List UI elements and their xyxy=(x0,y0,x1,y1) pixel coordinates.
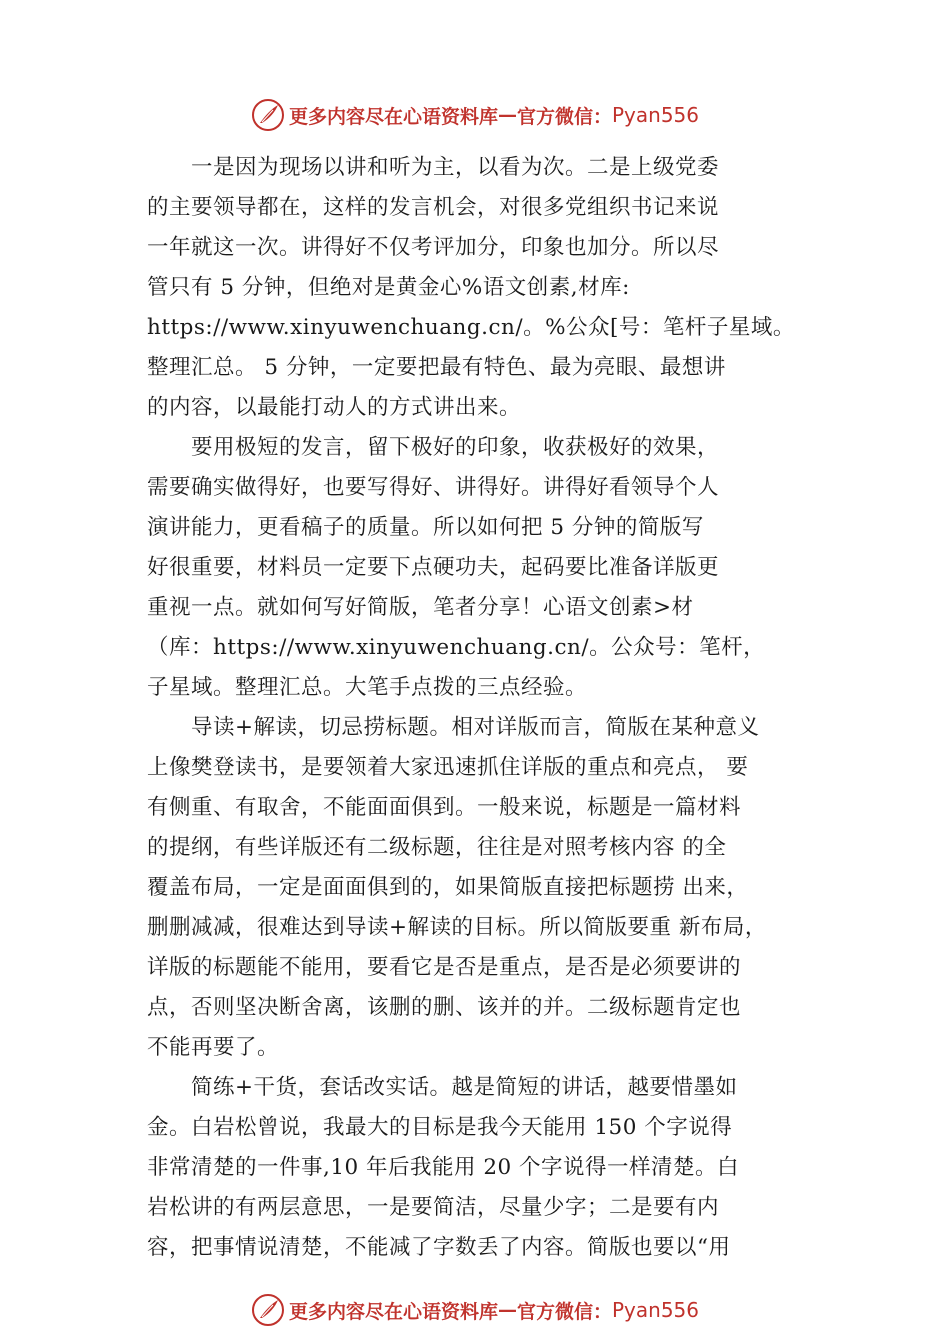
footer-banner xyxy=(0,1290,950,1330)
text-line: 一年就这一次。讲得好不仅考评加分，印象也加分。所以尽 xyxy=(147,235,720,260)
text-line: 一是因为现场以讲和听为主，以看为次。二是上级党委 xyxy=(147,155,720,180)
document-body xyxy=(147,148,837,1268)
text-line: 删删减减，很难达到导读+解读的目标。所以简版要重 新布局， xyxy=(147,915,767,940)
header-wechat-id: Pyan556 xyxy=(612,103,700,127)
text-line: https://www.xinyuwenchuang.cn/。%公众[号：笔杆子星域。 xyxy=(147,315,795,340)
text-line: 需要确实做得好，也要写得好、讲得好。讲得好看领导个人 xyxy=(147,475,720,500)
header-wechat-label: 官方微信： xyxy=(516,105,612,128)
text-line: 容，把事情说清楚，不能减了字数丢了内容。简版也要以“用 xyxy=(147,1235,731,1260)
header-banner xyxy=(0,95,950,135)
text-line: 详版的标题能不能用，要看它是否是重点，是否是必须要讲的 xyxy=(147,955,742,980)
text-line: 管只有 5 分钟，但绝对是黄金心%语文创素,材库: xyxy=(147,275,630,300)
text-line: （库：https://www.xinyuwenchuang.cn/。公众号：笔杆， xyxy=(147,635,766,660)
text-line: 覆盖布局，一定是面面俱到的，如果简版直接把标题捞 出来， xyxy=(147,875,749,900)
text-line: 整理汇总。 5 分钟，一定要把最有特色、最为亮眼、最想讲 xyxy=(147,355,726,380)
text-line: 简练+干货，套话改实话。越是简短的讲话，越要惜墨如 xyxy=(147,1075,738,1100)
text-line: 金。白岩松曾说，我最大的目标是我今天能用 150 个字说得 xyxy=(147,1115,733,1140)
text-line: 子星域。整理汇总。大笔手点拨的三点经验。 xyxy=(147,675,588,700)
header-dash: — xyxy=(497,104,517,126)
text-line: 上像樊登读书，是要领着大家迅速抓住详版的重点和亮点， 要 xyxy=(147,755,749,780)
header-title: 更多内容尽在心语资料库 xyxy=(288,105,498,128)
footer-title: 更多内容尽在心语资料库 xyxy=(288,1300,498,1323)
text-line: 的提纲，有些详版还有二级标题，往往是对照考核内容 的全 xyxy=(147,835,727,860)
text-line: 不能再要了。 xyxy=(147,1035,280,1060)
text-line: 要用极短的发言，留下极好的印象，收获极好的效果， xyxy=(147,435,720,460)
text-line: 岩松讲的有两层意思，一是要简洁，尽量少字；二是要有内 xyxy=(147,1195,720,1220)
text-line: 点，否则坚决断舍离，该删的删、该并的并。二级标题肯定也 xyxy=(147,995,742,1020)
footer-dash: — xyxy=(497,1299,517,1321)
text-line: 好很重要，材料员一定要下点硬功夫，起码要比准备详版更 xyxy=(147,555,720,580)
footer-wechat-label: 官方微信： xyxy=(516,1300,612,1323)
feather-logo-icon xyxy=(251,1293,285,1327)
footer-wechat-id: Pyan556 xyxy=(612,1298,700,1322)
text-line: 演讲能力，更看稿子的质量。所以如何把 5 分钟的简版写 xyxy=(147,515,704,540)
text-line: 导读+解读，切忌捞标题。相对详版而言，简版在某种意义 xyxy=(147,715,760,740)
text-line: 的主要领导都在，这样的发言机会，对很多党组织书记来说 xyxy=(147,195,720,220)
text-line: 重视一点。就如何写好简版，笔者分享！心语文创素>材 xyxy=(147,595,694,620)
text-line: 非常清楚的一件事,10 年后我能用 20 个字说得一样清楚。白 xyxy=(147,1155,740,1180)
feather-logo-icon xyxy=(251,98,285,132)
text-line: 的内容，以最能打动人的方式讲出来。 xyxy=(147,395,522,420)
text-line: 有侧重、有取舍，不能面面俱到。一般来说，标题是一篇材料 xyxy=(147,795,742,820)
